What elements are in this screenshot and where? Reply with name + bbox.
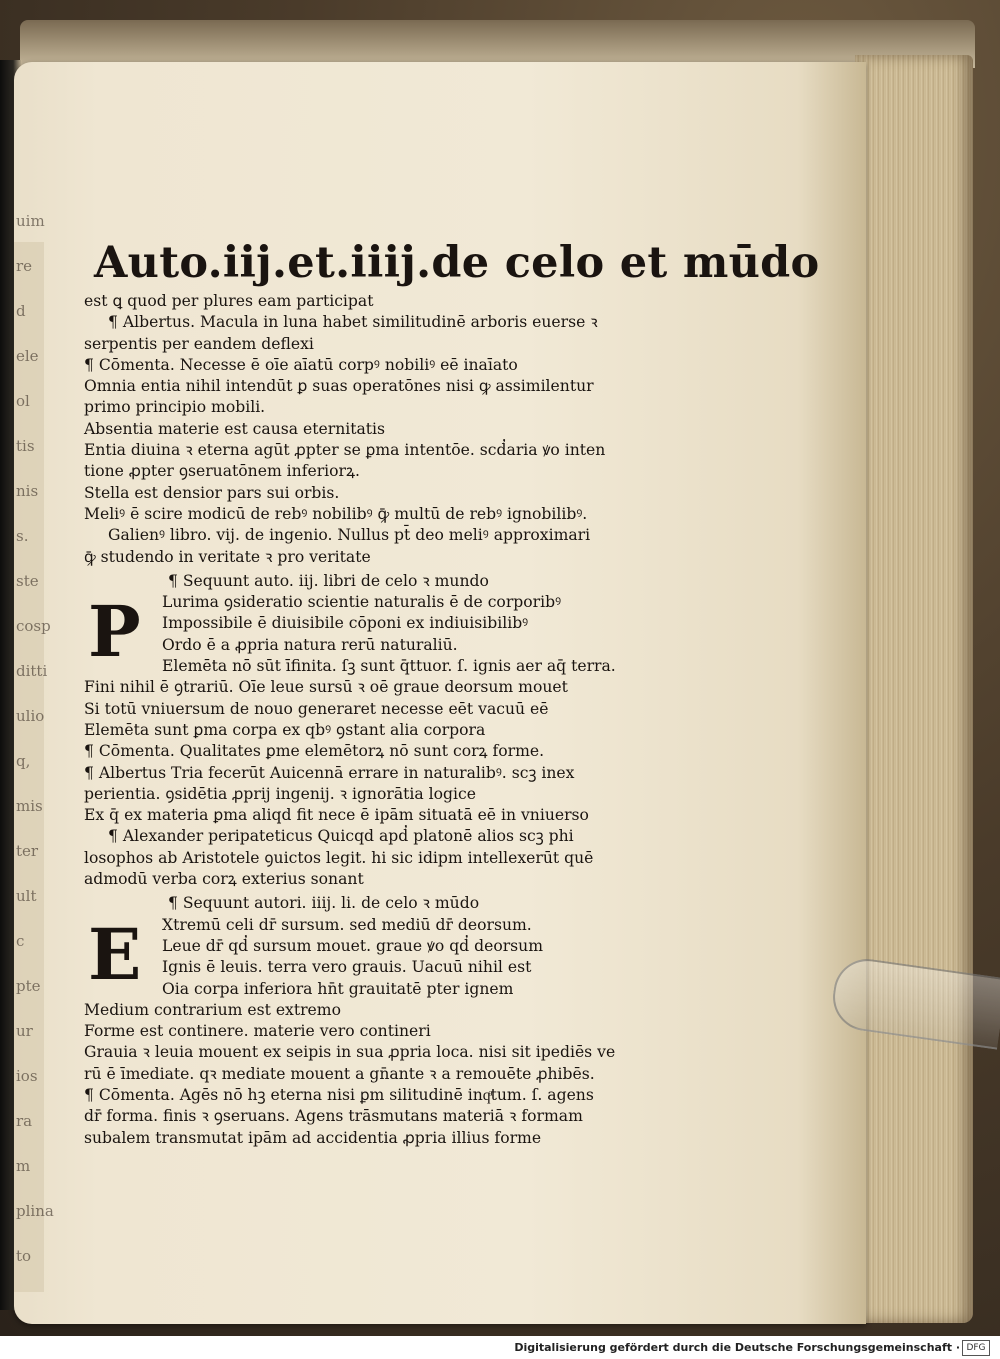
text-line: serpentis per eandem deflexi [84,334,314,353]
text-line: losophos ab Aristotele ꝯuictos legit. hi sic idipm intellexerūt quē [84,848,594,867]
gutter-fragment: pte [16,977,41,995]
text-line: admodū verba corꝝ exterius sonant [84,870,364,889]
text-line: ¶ Alexander peripateticus Quicqd apd̓ platonē alios scꝫ phi [108,827,574,846]
gutter-fragment: s. [16,527,29,545]
text-line: est ꝗ quod per plures eam participat [84,292,374,310]
text-line: Fini nihil ē ꝯtrariū. Oīe leue sursū ꝛ oē graue deorsum mouet [84,678,568,697]
text-line: Omnia entia nihil intendūt ꝑ suas operatōnes nisi ꝙ assimilentur [84,377,594,396]
text-line: Elemēta sunt ꝑma corpa ex qbꝰ ꝯstant alia corpora [84,720,486,739]
section-1-lines [84,291,644,568]
text-line: ¶ Albertus Tria fecerūt Auicennā errare in naturalibꝰ. scꝫ inex [84,763,575,782]
page-edges-top [20,20,975,68]
book-page [14,62,866,1324]
gutter-fragment: tis [16,437,35,455]
gutter-fragment: ele [16,347,39,365]
dfg-logo: DFG [962,1340,990,1356]
section-2-title: ¶ Sequunt auto. iij. libri de celo ꝛ mundo [168,571,489,590]
gutter-fragment: c [16,932,25,950]
text-line: Ordo ē a ꝓpria natura rerū naturaliū. [162,635,458,654]
running-heading: Auto.iij.et.iiij.de celo et mūdo [94,238,820,288]
section-3-lines [84,912,644,1149]
text-line: dr̄ forma. finis ꝛ ꝯseruans. Agens trāsmutans materiā ꝛ formam [84,1107,583,1126]
gutter-fragment: ra [16,1112,33,1130]
section-2-block [84,592,644,890]
text-line: ¶ Cōmenta. Qualitates ꝑme elemētorꝝ nō sunt corꝝ forme. [84,742,545,761]
gutter-fragment: plina [16,1202,54,1220]
gutter-fragment: d [16,302,26,320]
text-line: Lurima ꝯsideratio scientie naturalis ē de corporibꝰ [162,593,562,612]
gutter-fragment: ol [16,392,30,410]
text-line: tione ꝓpter ꝯseruatōnem inferiorꝝ. [84,462,360,481]
text-line: Galienꝰ libro. vij. de ingenio. Nullus pt̄ deo meliꝰ approximari [108,526,591,545]
funding-credit: Digitalisierung gefördert durch die Deutsche Forschungsgemeinschaft · [514,1341,960,1354]
gutter-fragment: ios [16,1067,38,1085]
text-line: ¶ Cōmenta. Agēs nō hꝫ eterna nisi ꝑm silitudinē inqͣtum. ſ. agens [84,1085,594,1104]
gutter-fragment: ult [16,887,37,905]
text-line: Ex q̄ ex materia ꝑma aliqd fit nece ē ipām situatā eē in vniuerso [84,806,589,825]
text-line: Entia diuina ꝛ eterna agūt ꝓpter se ꝑma intentōe. scd̓aria ꝟo inten [84,441,606,460]
section-3-title: ¶ Sequunt autori. iiij. li. de celo ꝛ mūdo [168,894,480,913]
gutter-fragment: ter [16,842,39,860]
gutter-fragment: re [16,257,33,275]
text-line: Impossibile ē diuisibile cōponi ex indiuisibilibꝰ [162,614,529,633]
gutter-fragment: q, [16,752,31,770]
text-line: Leue dr̄ qd̓ sursum mouet. graue ꝟo qd̓ deorsum [162,936,543,955]
page-edges-right [855,55,973,1323]
text-line: Absentia materie est causa eternitatis [84,419,386,438]
text-line: ¶ Cōmenta. Necesse ē oīe aīatū corpꝰ nobiliꝰ eē inaīato [84,355,518,374]
text-line: Medium contrarium est extremo [84,1000,341,1019]
drop-initial-p: P [88,590,141,674]
text-line: Ignis ē leuis. terra vero grauis. Uacuū nihil est [162,958,532,977]
text-line: rū ē īmediate. qꝛ mediate mouent a gn̄ante ꝛ a remouēte ꝓhibēs. [84,1064,595,1083]
text-line: Xtremū celi dr̄ sursum. sed mediū dr̄ deorsum. [162,915,532,934]
gutter-fragment: m [16,1157,31,1175]
text-line: ꝙ̄ studendo in veritate ꝛ pro veritate [84,547,371,566]
page-text [84,237,820,1149]
gutter-fragment: ditti [16,662,48,680]
text-line: subalem transmutat ipām ad accidentia ꝓpria illius forme [84,1128,542,1147]
section-3-block [84,912,644,1149]
text-line: ¶ Albertus. Macula in luna habet similitudinē arboris euerse ꝛ [108,313,598,332]
text-line: Forme est continere. materie vero contineri [84,1022,431,1041]
text-line: Grauia ꝛ leuia mouent ex seipis in sua ꝓpria loca. nisi sit ipediēs ve [84,1043,616,1062]
text-line: primo principio mobili. [84,398,266,417]
gutter-fragment: mis [16,797,43,815]
text-line: Meliꝰ ē scire modicū de rebꝰ nobilibꝰ ꝙ̄ multū de rebꝰ ignobilibꝰ. [84,504,588,523]
gutter-fragment: cosp [16,617,51,635]
gutter-fragment: ulio [16,707,45,725]
gutter-fragment: uim [16,212,45,230]
footer-bar [0,1336,1000,1359]
text-line: Elemēta nō sūt īfinita. ſꝫ sunt q̄ttuor. ſ. ignis aer aq̄ terra. [162,657,616,676]
text-line: perientia. ꝯsidētia ꝓprij ingenij. ꝛ ignorātia logice [84,784,476,803]
gutter-fragment: to [16,1247,32,1265]
text-line: Si totū vniuersum de nouo generaret necesse eēt vacuū eē [84,699,549,718]
gutter-fragment: ste [16,572,39,590]
gutter-fragment: nis [16,482,39,500]
text-line: Stella est densior pars sui orbis. [84,483,340,502]
gutter-fragment: ur [16,1022,33,1040]
text-line: Oia corpa inferiora hn̄t grauitatē pter ignem [162,979,514,998]
drop-initial-e: E [88,912,142,996]
section-2-lines [84,592,644,890]
